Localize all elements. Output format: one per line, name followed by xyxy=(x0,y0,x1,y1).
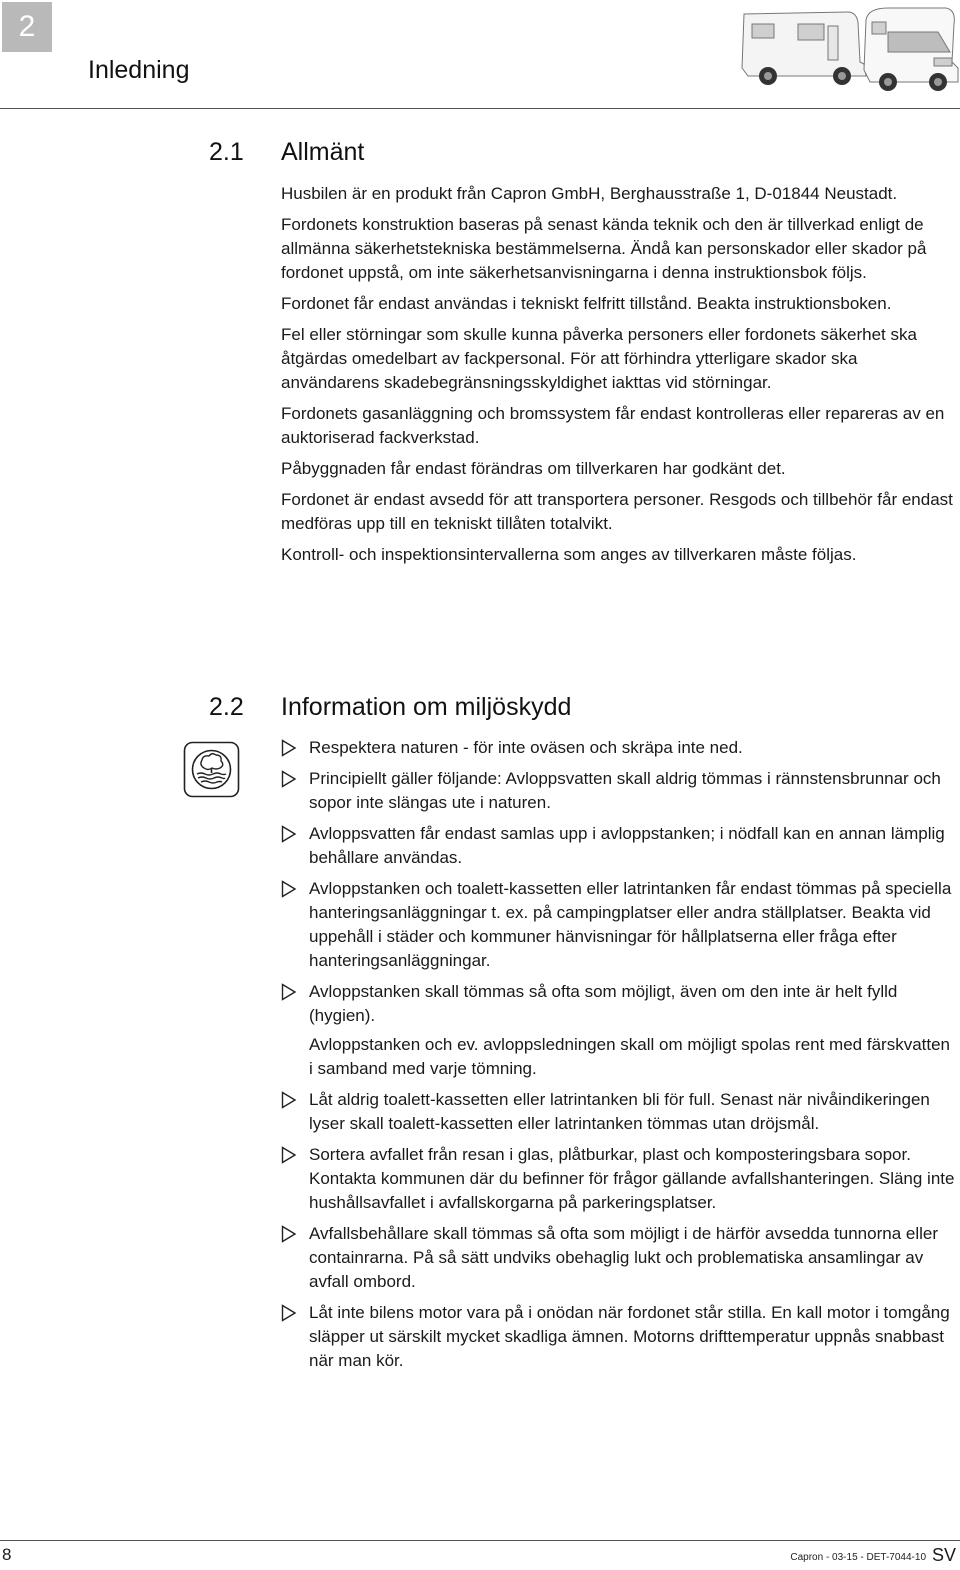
paragraph: Kontroll- och inspektionsintervallerna som anges av tillverkaren måste följas. xyxy=(281,545,857,564)
triangle-right-icon xyxy=(281,1091,297,1109)
footer-divider xyxy=(0,1540,960,1541)
section-1-title: Allmänt xyxy=(281,138,365,166)
list-item: Principiellt gäller följande: Avloppsvatten skall aldrig tömmas i rännstensbrunnar och sopor inte slängas ute i naturen. xyxy=(281,767,956,815)
triangle-right-icon xyxy=(281,770,297,788)
paragraph: Fordonet är endast avsedd för att transportera personer. Resgods och tillbehör får endast medföras upp till en tekniskt tillåten totalvikt. xyxy=(281,490,953,533)
chapter-title: Inledning xyxy=(88,56,190,84)
chapter-number-box xyxy=(2,2,52,52)
triangle-right-icon xyxy=(281,1304,297,1322)
chapter-number: 2 xyxy=(18,10,36,43)
paragraph: Fordonet får endast användas i tekniskt felfritt tillstånd. Beakta instruktionsboken. xyxy=(281,294,892,313)
paragraph: Fel eller störningar som skulle kunna påverka personers eller fordonets säkerhet ska åtgärdas omedelbart av fackpersonal. För att förhindra ytterligare skador ska användarens skadebegränsningsskyldighet iakttas vid störningar. xyxy=(281,325,917,392)
list-item: Respektera naturen - för inte oväsen och skräpa inte ned. xyxy=(281,736,956,760)
tree-water-icon xyxy=(183,741,240,798)
triangle-right-icon xyxy=(281,739,297,757)
list-item: Låt aldrig toalett-kassetten eller latrintanken bli för full. Senast när nivåindikeringen lyser skall toalett-kassetten eller latrintanken tömmas utan dröjsmål. xyxy=(281,1088,956,1136)
list-item: Låt inte bilens motor vara på i onödan när fordonet står stilla. En kall motor i tomgång släpper ut särskilt mycket skadliga ämnen. Motorns drifttemperatur uppnås snabbast när man kör. xyxy=(281,1301,956,1373)
list-item: Sortera avfallet från resan i glas, plåtburkar, plast och komposteringsbara sopor. Kontakta kommunen där du befinner för frågor gällande avfallshanteringen. Släng inte hushållsavfallet i avfallskorgarna på parkeringsplatser. xyxy=(281,1143,956,1215)
language-code: SV xyxy=(931,1545,956,1565)
list-item: Avfallsbehållare skall tömmas så ofta som möjligt i de härför avsedda tunnorna eller containrarna. På så sätt undviks obehaglig lukt och problematiska ansamlingar av avfall ombord. xyxy=(281,1222,956,1294)
page-number: 8 xyxy=(2,1545,12,1564)
triangle-right-icon xyxy=(281,983,297,1001)
list-item: Avloppsvatten får endast samlas upp i avloppstanken; i nödfall kan en annan lämplig behållare användas. xyxy=(281,822,956,870)
section-1-body xyxy=(281,182,956,574)
triangle-right-icon xyxy=(281,1146,297,1164)
section-2-title: Information om miljöskydd xyxy=(281,693,572,721)
triangle-right-icon xyxy=(281,1225,297,1243)
motorhome-illustration xyxy=(738,2,960,92)
triangle-right-icon xyxy=(281,825,297,843)
paragraph: Fordonets konstruktion baseras på senast kända teknik och den är tillverkad enligt de allmänna säkerhetstekniska bestämmelserna. Ändå kan personskador eller skador på fordonet uppstå, om inte säkerhetsanvisningarna i denna instruktionsbok följs. xyxy=(281,215,927,282)
paragraph: Fordonets gasanläggning och bromssystem får endast kontrolleras eller repareras av en auktoriserad fackverkstad. xyxy=(281,404,945,447)
triangle-right-icon xyxy=(281,880,297,898)
header-divider xyxy=(0,108,960,109)
paragraph: Påbyggnaden får endast förändras om tillverkaren har godkänt det. xyxy=(281,459,786,478)
list-item-continuation: Avloppstanken och ev. avloppsledningen skall om möjligt spolas rent med färskvatten i samband med varje tömning. xyxy=(309,1035,951,1078)
section-1-number: 2.1 xyxy=(209,138,244,166)
environment-bullet-list xyxy=(281,736,956,1380)
document-reference: Capron - 03-15 - DET-7044-10 xyxy=(790,1552,926,1563)
list-item: Avloppstanken och toalett-kassetten eller latrintanken får endast tömmas på speciella hanteringsanläggningar t. ex. på campingplatser eller andra ställplatser. Beakta vid uppehåll i städer och kommuner hänvisningar för hållplatserna eller fråga efter hanteringsanläggningar. xyxy=(281,877,956,973)
list-item: Avloppstanken skall tömmas så ofta som möjligt, även om den inte är helt fylld (hygien). xyxy=(281,980,956,1028)
paragraph: Husbilen är en produkt från Capron GmbH, Berghausstraße 1, D-01844 Neustadt. xyxy=(281,184,898,203)
section-2-number: 2.2 xyxy=(209,693,244,721)
